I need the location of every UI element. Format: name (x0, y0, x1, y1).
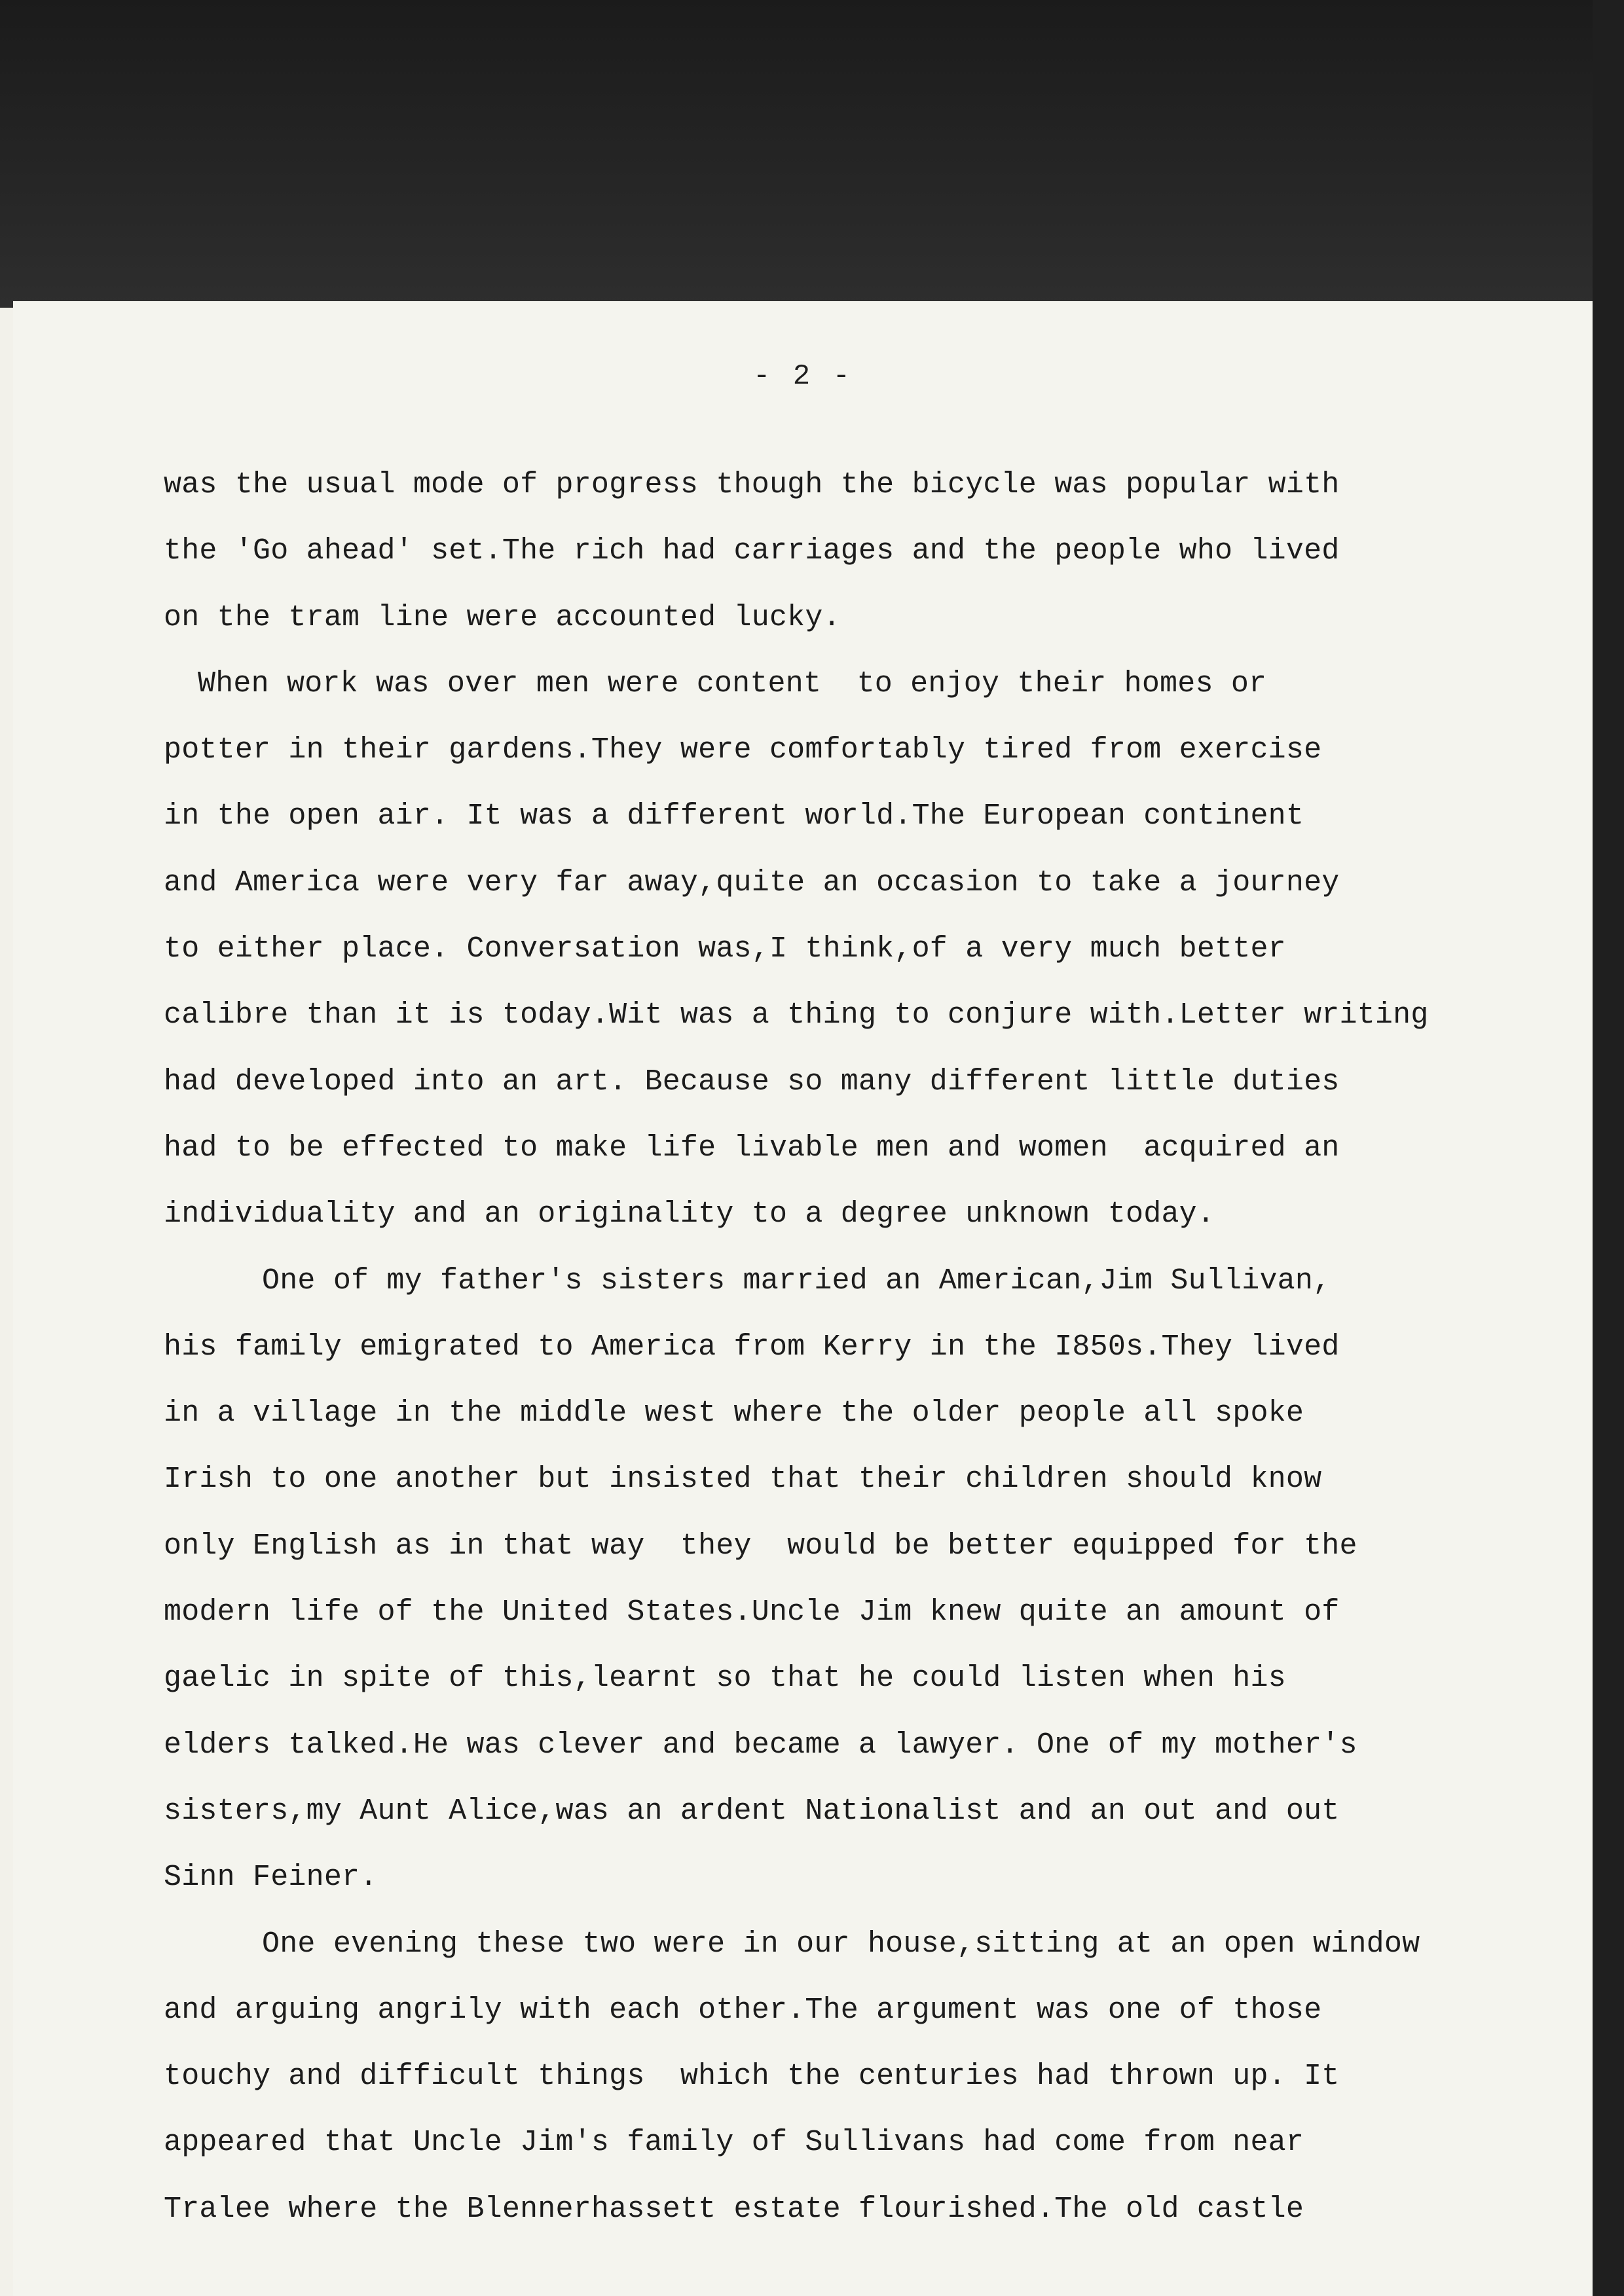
text-line: modern life of the United States.Uncle Jim knew quite an amount of (164, 1595, 1340, 1630)
text-line: Irish to one another but insisted that their children should know (164, 1463, 1322, 1497)
text-line: Sinn Feiner. (164, 1861, 378, 1895)
text-line: the 'Go ahead' set.The rich had carriages and the people who lived (164, 534, 1340, 568)
scanner-dark-border-top (0, 0, 1624, 308)
text-line: elders talked.He was clever and became a lawyer. One of my mother's (164, 1728, 1357, 1762)
text-line: One evening these two were in our house,sitting at an open window (262, 1927, 1420, 1961)
body-text (164, 452, 1572, 2242)
text-line: and America were very far away,quite an occasion to take a journey (164, 866, 1340, 900)
text-line: only English as in that way they would be better equipped for the (164, 1529, 1357, 1563)
text-line: had to be effected to make life livable men and women acquired an (164, 1131, 1340, 1165)
text-line: One of my father's sisters married an American,Jim Sullivan, (262, 1264, 1331, 1298)
text-line: appeared that Uncle Jim's family of Sullivans had come from near (164, 2126, 1304, 2160)
text-line: touchy and difficult things which the centuries had thrown up. It (164, 2060, 1340, 2094)
text-line: Tralee where the Blennerhassett estate flourished.The old castle (164, 2192, 1304, 2226)
text-line: was the usual mode of progress though the bicycle was popular with (164, 468, 1340, 501)
text-line: gaelic in spite of this,learnt so that he could listen when his (164, 1662, 1286, 1696)
typed-page (13, 301, 1593, 2296)
text-line: potter in their gardens.They were comfortably tired from exercise (164, 733, 1322, 767)
text-line: his family emigrated to America from Kerry in the I850s.They lived (164, 1330, 1340, 1364)
text-line: in a village in the middle west where the older people all spoke (164, 1396, 1304, 1430)
text-line: sisters,my Aunt Alice,was an ardent Nationalist and an out and out (164, 1794, 1340, 1828)
text-line: in the open air. It was a different world.The European continent (164, 799, 1304, 833)
text-line: calibre than it is today.Wit was a thing to conjure with.Letter writing (164, 998, 1429, 1032)
text-line: individuality and an originality to a degree unknown today. (164, 1197, 1215, 1231)
scanner-dark-border-right (1593, 0, 1624, 2296)
page-number: - 2 - (752, 360, 853, 393)
text-line: to either place. Conversation was,I think,of a very much better (164, 932, 1286, 966)
text-line: When work was over men were content to enjoy their homes or (198, 666, 1267, 701)
text-line: and arguing angrily with each other.The argument was one of those (164, 1993, 1322, 2027)
text-line: on the tram line were accounted lucky. (164, 600, 841, 634)
text-line: had developed into an art. Because so many different little duties (164, 1065, 1340, 1099)
